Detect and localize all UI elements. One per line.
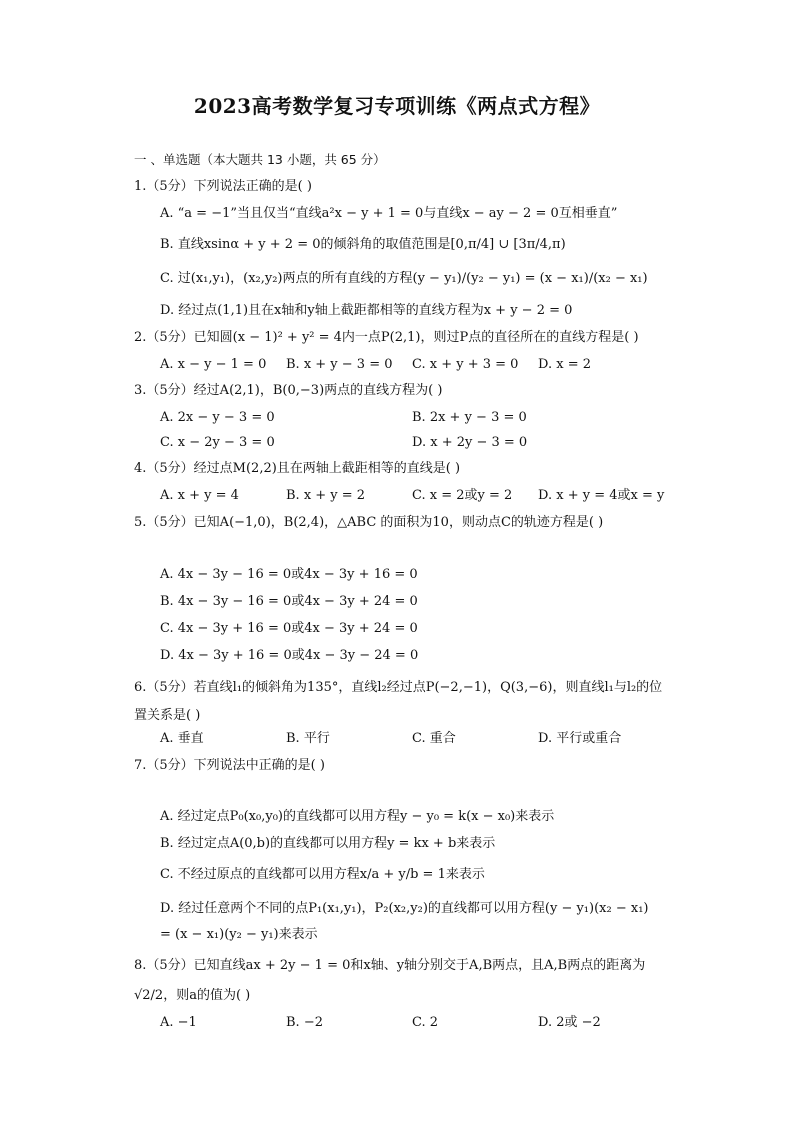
question-8-option-d: D. 2或 −2 (538, 1015, 601, 1030)
question-6-option-b: B. 平行 (286, 731, 330, 746)
question-4-option-c: C. x = 2或y = 2 (412, 488, 513, 503)
question-6-option-d: D. 平行或重合 (538, 731, 622, 746)
question-7-stem: 7.（5分）下列说法中正确的是( ) (134, 758, 325, 773)
question-2-option-a: A. x − y − 1 = 0 (160, 357, 267, 372)
question-5-stem: 5.（5分）已知A(−1,0)，B(2,4)，△ABC 的面积为10，则动点C的轨迹方程是( ) (134, 515, 604, 530)
question-1-option-a: A. “a = −1”当且仅当“直线a²x − y + 1 = 0与直线x − ay − 2 = 0互相垂直” (160, 206, 618, 221)
question-6-option-c: C. 重合 (412, 731, 456, 746)
question-1-stem: 1.（5分）下列说法正确的是( ) (134, 179, 312, 194)
question-3-option-d: D. x + 2y − 3 = 0 (412, 435, 528, 450)
section-heading: 一 、单选题（本大题共 13 小题，共 65 分） (134, 152, 386, 167)
question-1-option-c: C. 过(x₁,y₁)，(x₂,y₂)两点的所有直线的方程(y − y₁)/(y₂ − y₁) = (x − x₁)/(x₂ − x₁) (160, 271, 648, 286)
question-7-option-d: D. 经过任意两个不同的点P₁(x₁,y₁)，P₂(x₂,y₂)的直线都可以用方程(y − y₁)(x₂ − x₁) = (x − x₁)(y₂ − y₁)来表示 (160, 901, 649, 942)
question-3-option-c: C. x − 2y − 3 = 0 (160, 435, 275, 450)
question-6-option-a: A. 垂直 (160, 731, 204, 746)
question-4-option-d: D. x + y = 4或x = y (538, 488, 665, 503)
question-5-option-d: D. 4x − 3y + 16 = 0或4x − 3y − 24 = 0 (160, 648, 419, 663)
question-5-option-b: B. 4x − 3y − 16 = 0或4x − 3y + 24 = 0 (160, 594, 418, 609)
question-6-stem: 6.（5分）若直线l₁的倾斜角为135°，直线l₂经过点P(−2,−1)，Q(3,−6)，则直线l₁与l₂的位置关系是( ) (134, 680, 663, 723)
question-8-option-a: A. −1 (160, 1015, 197, 1030)
question-3-option-b: B. 2x + y − 3 = 0 (412, 410, 527, 425)
question-4-stem: 4.（5分）经过点M(2,2)且在两轴上截距相等的直线是( ) (134, 461, 461, 476)
question-1-option-d: D. 经过点(1,1)且在x轴和y轴上截距都相等的直线方程为x + y − 2 = 0 (160, 303, 573, 318)
question-3-stem: 3.（5分）经过A(2,1)，B(0,−3)两点的直线方程为( ) (134, 383, 443, 398)
question-3-option-a: A. 2x − y − 3 = 0 (160, 410, 275, 425)
question-8-stem: 8.（5分）已知直线ax + 2y − 1 = 0和x轴、y轴分别交于A,B两点，且A,B两点的距离为√2/2，则a的值为( ) (134, 958, 646, 1003)
question-2-option-c: C. x + y + 3 = 0 (412, 357, 519, 372)
question-2-option-d: D. x = 2 (538, 357, 591, 372)
question-5-option-a: A. 4x − 3y − 16 = 0或4x − 3y + 16 = 0 (160, 567, 418, 582)
document-title: 2023高考数学复习专项训练《两点式方程》 (193, 94, 601, 118)
question-8-option-b: B. −2 (286, 1015, 323, 1030)
question-4-option-a: A. x + y = 4 (160, 488, 239, 503)
question-2-stem: 2.（5分）已知圆(x − 1)² + y² = 4内一点P(2,1)，则过P点的直径所在的直线方程是( ) (134, 330, 639, 345)
question-1-option-b: B. 直线xsinα + y + 2 = 0的倾斜角的取值范围是[0,π/4] ∪ [3π/4,π) (160, 237, 566, 252)
question-2-option-b: B. x + y − 3 = 0 (286, 357, 393, 372)
question-5-option-c: C. 4x − 3y + 16 = 0或4x − 3y + 24 = 0 (160, 621, 418, 636)
question-4-option-b: B. x + y = 2 (286, 488, 366, 503)
question-7-option-b: B. 经过定点A(0,b)的直线都可以用方程y = kx + b来表示 (160, 836, 496, 851)
question-8-option-c: C. 2 (412, 1015, 439, 1030)
question-7-option-a: A. 经过定点P₀(x₀,y₀)的直线都可以用方程y − y₀ = k(x − x₀)来表示 (160, 809, 555, 824)
question-7-option-c: C. 不经过原点的直线都可以用方程x/a + y/b = 1来表示 (160, 867, 485, 882)
